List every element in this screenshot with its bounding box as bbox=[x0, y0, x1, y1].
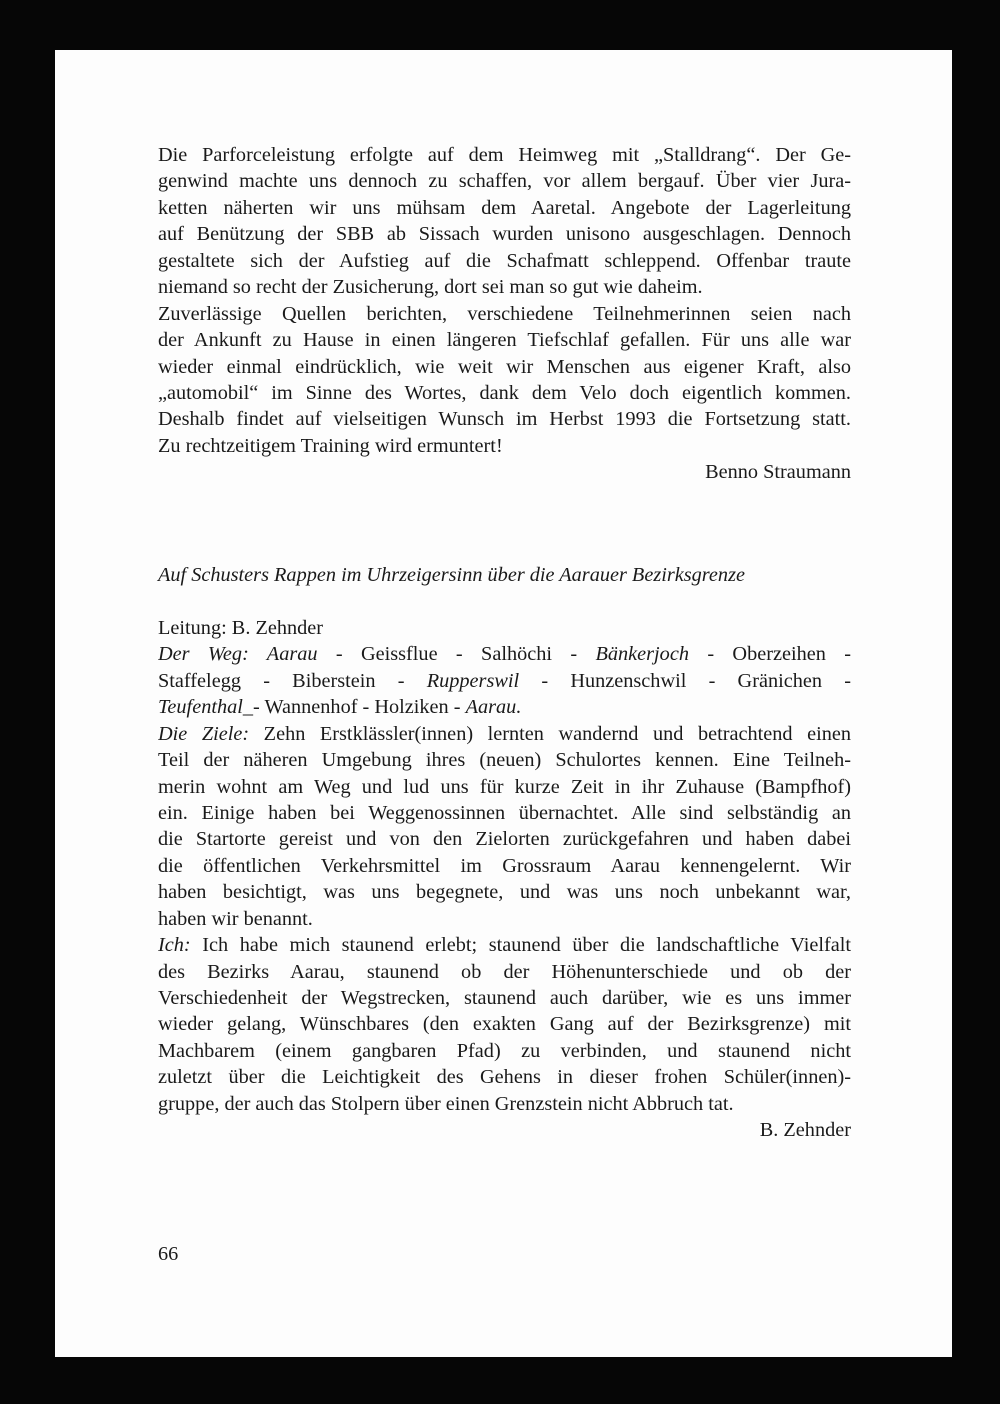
text-line bbox=[158, 694, 851, 720]
italic-text: Teufenthal_ bbox=[158, 696, 254, 719]
text-line bbox=[158, 985, 851, 1011]
text: - Hunzenschwil - Gränichen - bbox=[519, 669, 851, 692]
text-line bbox=[158, 641, 851, 667]
text-line bbox=[158, 879, 851, 905]
text: ketten näherten wir uns mühsam dem Aaretal. Angebote der Lagerleitung bbox=[158, 196, 851, 219]
text: Zu rechtzeitigem Training wird ermuntert! bbox=[158, 434, 503, 457]
italic-text: Der Weg: Aarau bbox=[158, 643, 318, 666]
text: Deshalb findet auf vielseitigen Wunsch im Herbst 1993 die Fortsetzung statt. bbox=[158, 408, 851, 431]
text-line bbox=[158, 168, 851, 194]
text: Verschiedenheit der Wegstrecken, staunend auch darüber, wie es uns immer bbox=[158, 987, 851, 1009]
italic-text: Rupperswil bbox=[426, 669, 520, 692]
text-line bbox=[158, 747, 851, 773]
italic-text: Bänkerjoch bbox=[595, 643, 689, 666]
text: zuletzt über die Leichtigkeit des Gehens in dieser frohen Schüler(innen)- bbox=[158, 1066, 851, 1089]
text: genwind machte uns dennoch zu schaffen, vor allem bergauf. Über vier Jura- bbox=[158, 170, 851, 193]
text-line bbox=[158, 274, 851, 300]
text: des Bezirks Aarau, staunend ob der Höhenunterschiede und ob der bbox=[158, 960, 851, 983]
text: Machbarem (einem gangbaren Pfad) zu verbinden, und staunend nicht bbox=[158, 1039, 851, 1062]
text: - Wannenhof - Holziken - bbox=[253, 696, 466, 719]
text: gestaltete sich der Aufstieg auf die Schafmatt schleppend. Offenbar traute bbox=[158, 249, 851, 272]
text-line bbox=[158, 195, 851, 221]
text: Die Parforceleistung erfolgte auf dem Heimweg mit „Stalldrang“. Der Ge- bbox=[158, 144, 851, 166]
text-line bbox=[158, 380, 851, 406]
text: haben besichtigt, was uns begegnete, und was uns noch unbekannt war, bbox=[158, 881, 851, 904]
text: wieder gelang, Wünschbares (den exakten Gang auf der Bezirksgrenze) mit bbox=[158, 1013, 851, 1036]
text-line bbox=[158, 354, 851, 380]
page-number: 66 bbox=[158, 1243, 179, 1265]
italic-text: Aarau. bbox=[465, 696, 522, 719]
text-line bbox=[158, 906, 851, 932]
text-line bbox=[158, 301, 851, 327]
text-line bbox=[158, 221, 851, 247]
text-line bbox=[158, 433, 851, 459]
text: die Startorte gereist und von den Zielorten zurückgefahren und haben dabei bbox=[158, 828, 851, 851]
text-line bbox=[158, 248, 851, 274]
italic-text: Die Ziele: bbox=[158, 722, 250, 745]
text: Leitung: B. Zehnder bbox=[158, 616, 324, 639]
text: gruppe, der auch das Stolpern über einen Grenzstein nicht Abbruch tat. bbox=[158, 1092, 734, 1115]
section-schusters-rappen bbox=[158, 562, 851, 1144]
text-line bbox=[158, 142, 851, 168]
text: merin wohnt am Weg und lud uns für kurze Zeit in ihr Zuhause (Bampfhof) bbox=[158, 775, 851, 798]
text: der Ankunft zu Hause in einen längeren Tiefschlaf gefallen. Für uns alle war bbox=[158, 329, 851, 352]
text: - Oberzeihen - bbox=[688, 643, 851, 666]
text: Staffelegg - Biberstein - bbox=[158, 669, 427, 692]
text: Zuverlässige Quellen berichten, verschiedene Teilnehmerinnen seien nach bbox=[158, 302, 851, 325]
text: die öffentlichen Verkehrsmittel im Grossraum Aarau kennengelernt. Wir bbox=[158, 854, 851, 877]
text-line bbox=[158, 1064, 851, 1090]
text: ein. Einige haben bei Weggenossinnen übernachtet. Alle sind selbständig an bbox=[158, 801, 851, 824]
text-line bbox=[158, 1091, 851, 1117]
text: niemand so recht der Zusicherung, dort sei man so gut wie daheim. bbox=[158, 276, 703, 299]
text-line bbox=[158, 327, 851, 353]
text: haben wir benannt. bbox=[158, 907, 313, 930]
text: Zehn Erstklässler(innen) lernten wandernd und betrachtend einen bbox=[249, 722, 851, 745]
italic-text: Ich: bbox=[158, 934, 191, 957]
text: wieder einmal eindrücklich, wie weit wir Menschen aus eigener Kraft, also bbox=[158, 355, 851, 378]
text-line bbox=[158, 853, 851, 879]
text-line bbox=[158, 1011, 851, 1037]
text-line bbox=[158, 668, 851, 694]
text: - Geissflue - Salhöchi - bbox=[317, 643, 596, 666]
text: Teil der näheren Umgebung ihres (neuen) Schulortes kennen. Eine Teilneh- bbox=[158, 749, 851, 772]
text-line bbox=[158, 615, 851, 641]
text-line bbox=[158, 932, 851, 958]
author-signature: B. Zehnder bbox=[759, 1119, 851, 1142]
text: auf Benützung der SBB ab Sissach wurden unisono ausgeschlagen. Dennoch bbox=[158, 223, 851, 246]
spacer bbox=[158, 588, 851, 614]
text: Ich habe mich staunend erlebt; staunend über die landschaftliche Vielfalt bbox=[190, 934, 851, 957]
text-line bbox=[158, 721, 851, 747]
section-stalldrang-report bbox=[158, 142, 851, 486]
text-line bbox=[158, 959, 851, 985]
section-title: Auf Schusters Rappen im Uhrzeigersinn über die Aarauer Bezirksgrenze bbox=[158, 564, 745, 586]
text-line bbox=[158, 800, 851, 826]
text: „automobil“ im Sinne des Wortes, dank dem Velo doch eigentlich kommen. bbox=[158, 381, 851, 404]
text-line bbox=[158, 1038, 851, 1064]
text-line bbox=[158, 406, 851, 432]
author-signature: Benno Straumann bbox=[705, 461, 851, 484]
document-page bbox=[55, 50, 952, 1357]
text-line bbox=[158, 774, 851, 800]
text-line bbox=[158, 826, 851, 852]
